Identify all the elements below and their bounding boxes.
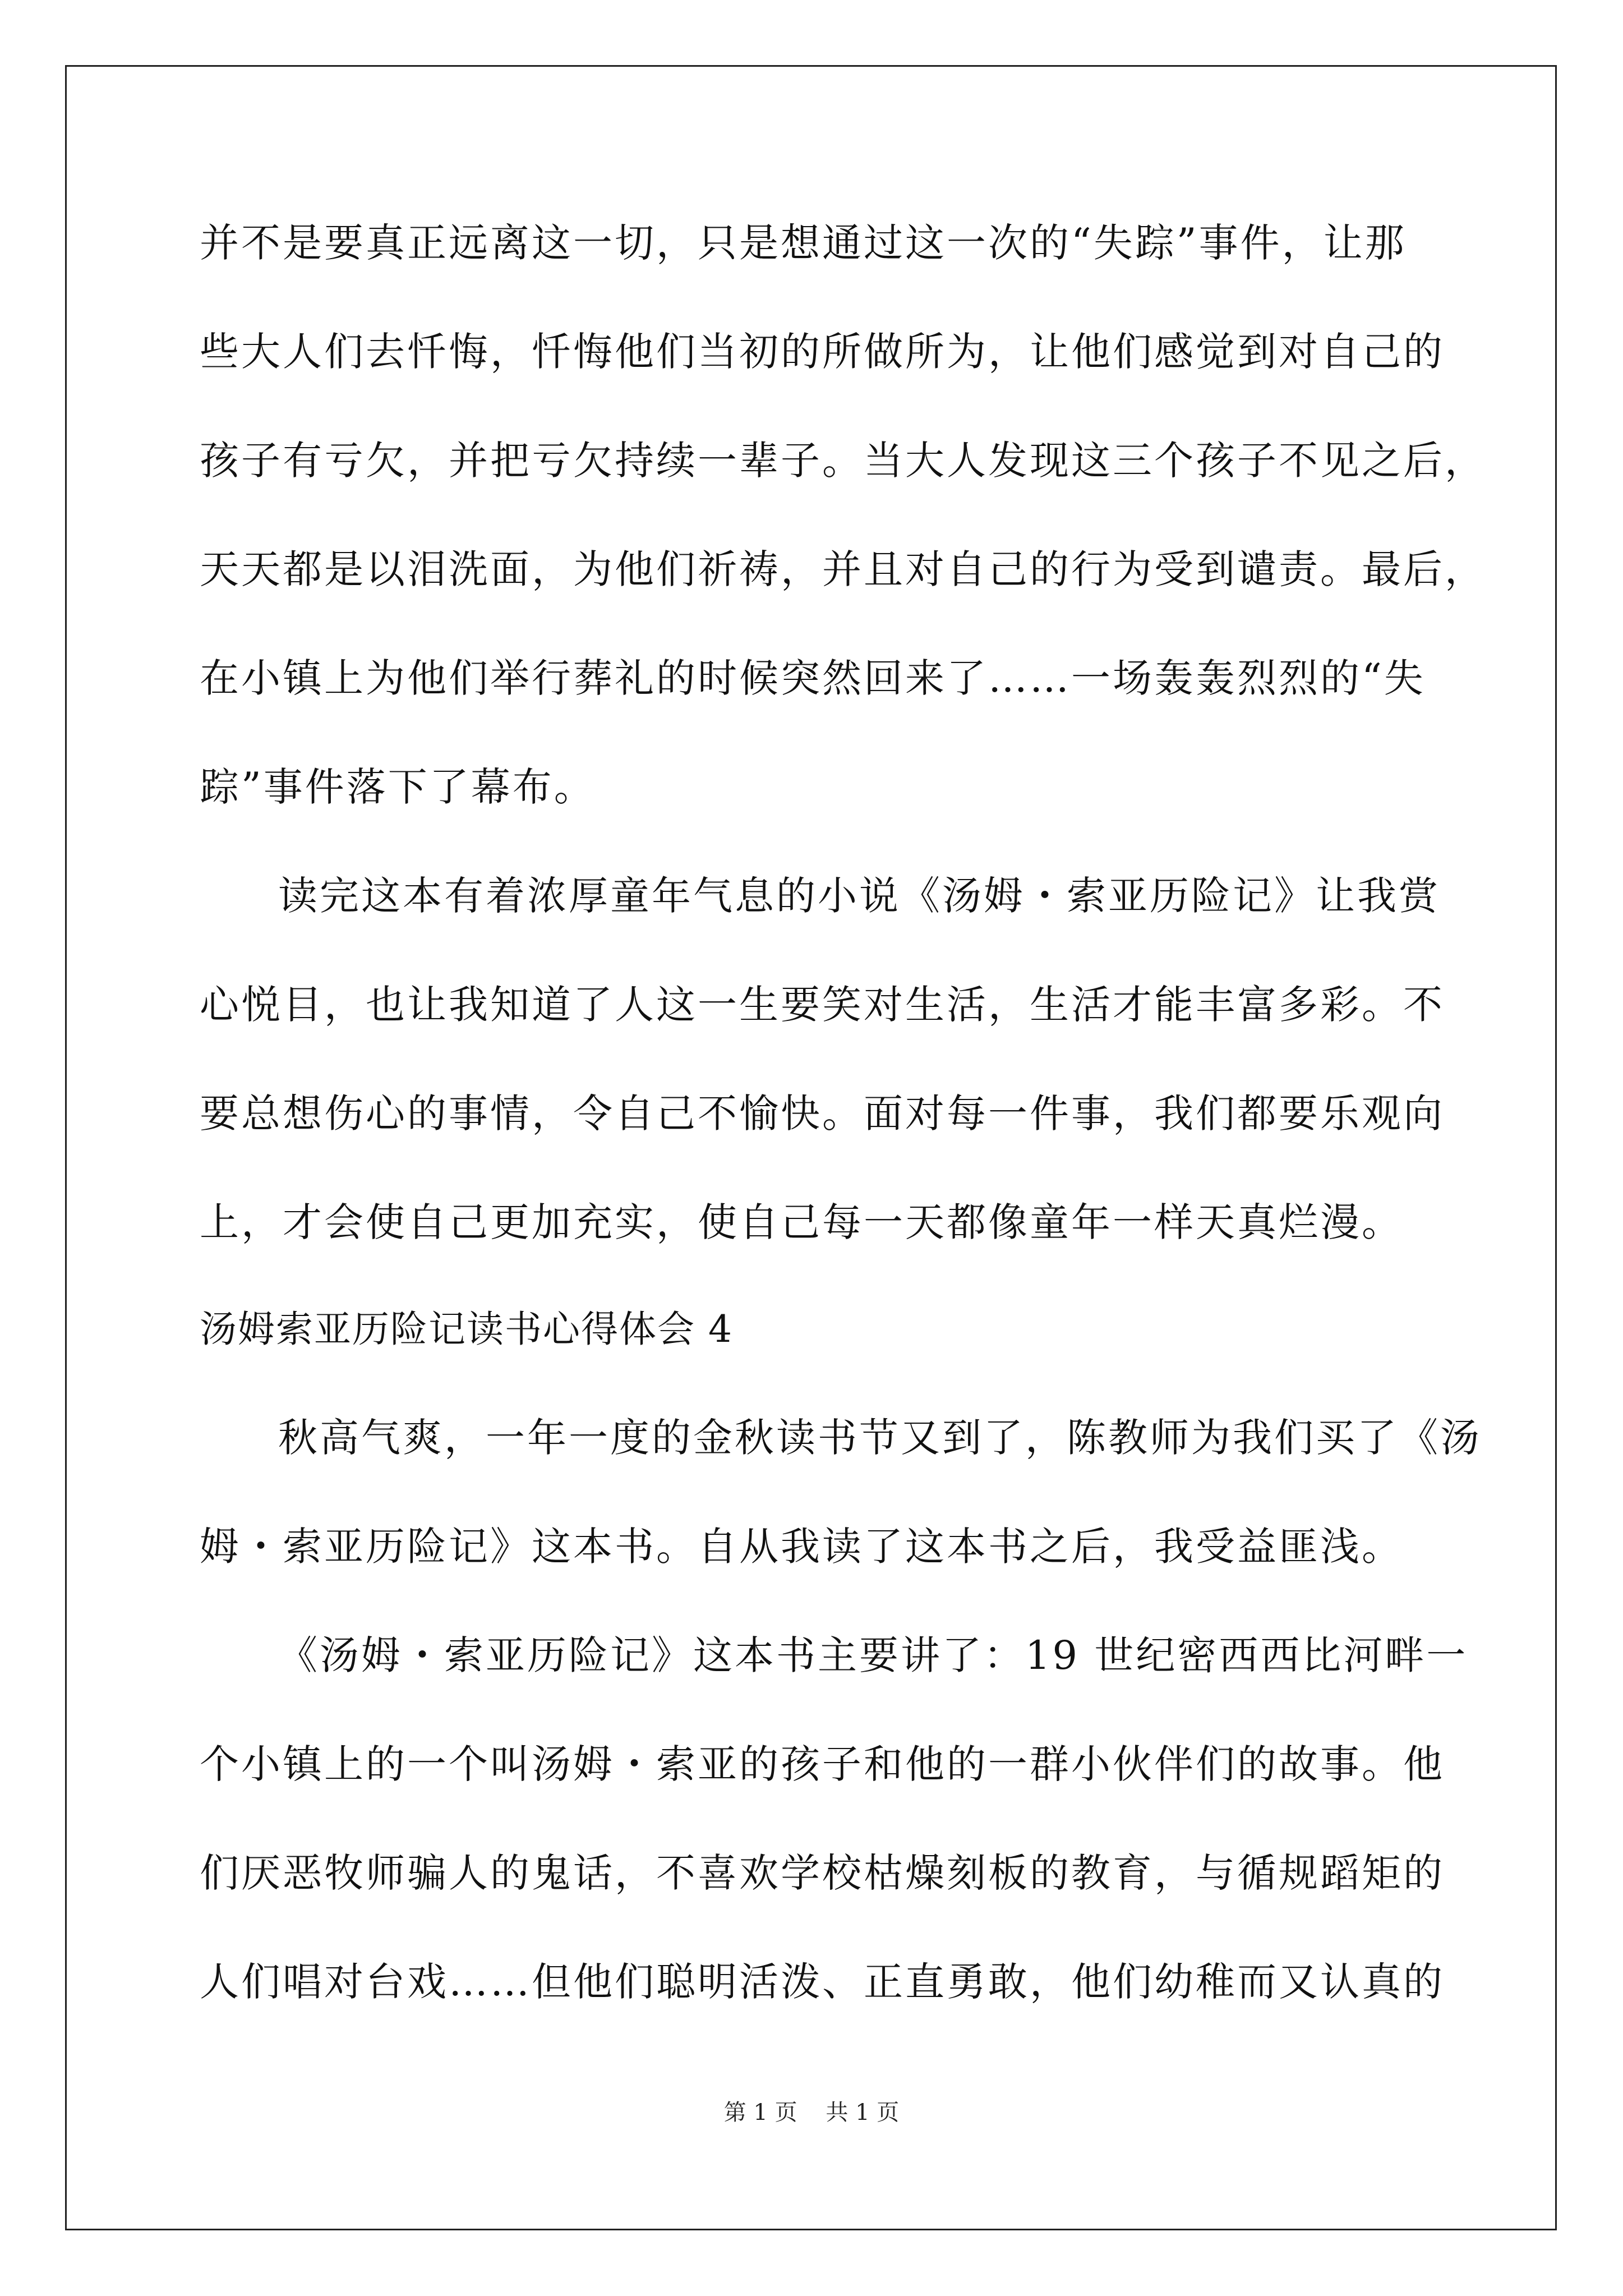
text-line: 孩子有亏欠，并把亏欠持续一辈子。当大人发现这三个孩子不见之后，: [200, 438, 1486, 484]
page-footer: 第 1 页 共 1 页: [723, 2100, 900, 2125]
text-line: 人们唱对台戏……但他们聪明活泼、正直勇敢，他们幼稚而又认真的: [200, 1959, 1445, 2005]
text-line: 天天都是以泪洗面，为他们祈祷，并且对自己的行为受到谴责。最后，: [200, 546, 1486, 592]
text-line: 个小镇上的一个叫汤姆・索亚的孩子和他的一群小伙伴们的故事。他: [200, 1741, 1445, 1787]
paragraph-first-line: 秋高气爽，一年一度的金秋读书节又到了，陈教师为我们买了《汤: [278, 1415, 1482, 1461]
page-border: [65, 65, 1557, 2230]
text-line: 们厌恶牧师骗人的鬼话，不喜欢学校枯燥刻板的教育，与循规蹈矩的: [200, 1850, 1445, 1896]
text-line: 些大人们去忏悔，忏悔他们当初的所做所为，让他们感觉到对自己的: [200, 329, 1445, 375]
text-line: 在小镇上为他们举行葬礼的时候突然回来了……一场轰轰烈烈的“失: [200, 655, 1426, 701]
paragraph-first-line: 《汤姆・索亚历险记》这本书主要讲了：19 世纪密西西比河畔一: [278, 1632, 1468, 1678]
section-heading: 汤姆索亚历险记读书心得体会 4: [200, 1308, 733, 1351]
text-line: 心悦目，也让我知道了人这一生要笑对生活，生活才能丰富多彩。不: [200, 982, 1445, 1028]
paragraph-first-line: 读完这本有着浓厚童年气息的小说《汤姆・索亚历险记》让我赏: [278, 873, 1440, 919]
text-line: 踪”事件落下了幕布。: [200, 764, 596, 810]
text-line: 并不是要真正远离这一切，只是想通过这一次的“失踪”事件，让那: [200, 220, 1407, 266]
text-line: 姆・索亚历险记》这本书。自从我读了这本书之后，我受益匪浅。: [200, 1524, 1403, 1570]
text-line: 上，才会使自己更加充实，使自己每一天都像童年一样天真烂漫。: [200, 1199, 1403, 1245]
text-line: 要总想伤心的事情，令自己不愉快。面对每一件事，我们都要乐观向: [200, 1091, 1445, 1137]
